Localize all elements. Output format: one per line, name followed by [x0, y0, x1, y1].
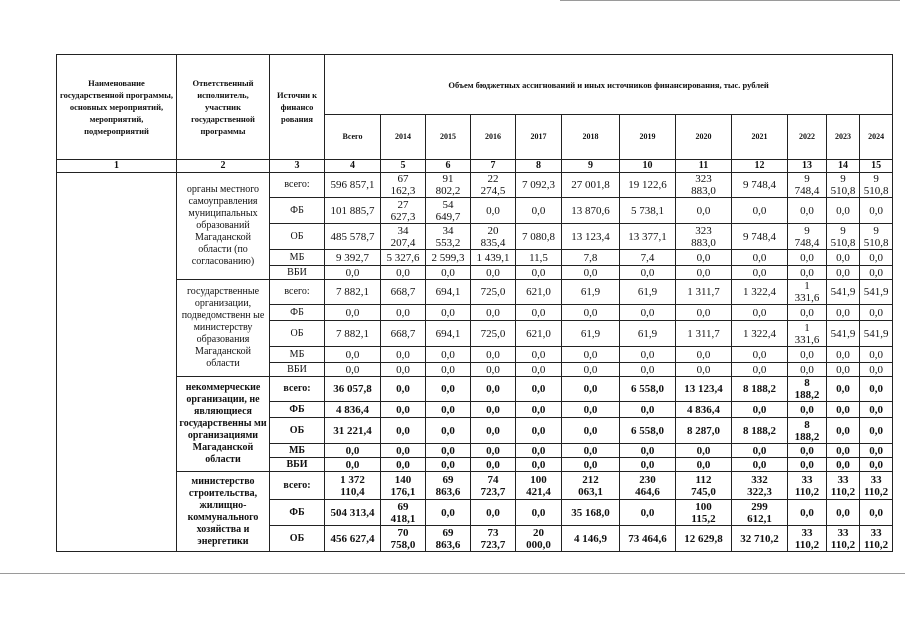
- header-year: 2016: [471, 115, 516, 160]
- executor-cell: некоммерческие организации, не являющиеся государственны ми организациями Магаданской области: [177, 377, 270, 472]
- amount-cell: 0,0: [732, 402, 788, 418]
- column-number: 8: [516, 160, 562, 173]
- amount-cell: 9 510,8: [827, 173, 860, 198]
- amount-cell: 7 080,8: [516, 224, 562, 250]
- funding-source-cell: ФБ: [270, 198, 325, 224]
- amount-cell: 0,0: [732, 347, 788, 363]
- amount-cell: 101 885,7: [325, 198, 381, 224]
- header-year: 2014: [381, 115, 426, 160]
- amount-cell: 0,0: [860, 444, 893, 458]
- amount-cell: 34 553,2: [426, 224, 471, 250]
- top-rule: [560, 0, 900, 1]
- amount-cell: 1 372 110,4: [325, 472, 381, 500]
- amount-cell: 33 110,2: [788, 526, 827, 552]
- amount-cell: 0,0: [562, 363, 620, 377]
- amount-cell: 13 377,1: [620, 224, 676, 250]
- amount-cell: 0,0: [426, 458, 471, 472]
- executor-cell: органы местного самоуправления муниципальных образований Магаданской области (по согласованию): [177, 173, 270, 280]
- amount-cell: 0,0: [381, 305, 426, 321]
- amount-cell: 33 110,2: [827, 472, 860, 500]
- amount-cell: 0,0: [788, 305, 827, 321]
- amount-cell: 0,0: [620, 347, 676, 363]
- amount-cell: 0,0: [516, 418, 562, 444]
- amount-cell: 0,0: [325, 444, 381, 458]
- amount-cell: 596 857,1: [325, 173, 381, 198]
- amount-cell: 0,0: [471, 444, 516, 458]
- amount-cell: 0,0: [860, 500, 893, 526]
- amount-cell: 0,0: [381, 458, 426, 472]
- amount-cell: 0,0: [620, 402, 676, 418]
- amount-cell: 0,0: [860, 250, 893, 266]
- amount-cell: 0,0: [381, 347, 426, 363]
- amount-cell: 0,0: [516, 305, 562, 321]
- amount-cell: 0,0: [562, 347, 620, 363]
- amount-cell: 32 710,2: [732, 526, 788, 552]
- amount-cell: 0,0: [827, 418, 860, 444]
- amount-cell: 0,0: [471, 418, 516, 444]
- amount-cell: 74 723,7: [471, 472, 516, 500]
- table-row: [57, 173, 893, 198]
- amount-cell: 0,0: [860, 363, 893, 377]
- amount-cell: 299 612,1: [732, 500, 788, 526]
- amount-cell: 0,0: [381, 402, 426, 418]
- amount-cell: 33 110,2: [827, 526, 860, 552]
- column-number: 4: [325, 160, 381, 173]
- funding-source-cell: ОБ: [270, 321, 325, 347]
- amount-cell: 12 629,8: [676, 526, 732, 552]
- column-number: 1: [57, 160, 177, 173]
- amount-cell: 0,0: [471, 305, 516, 321]
- amount-cell: 69 863,6: [426, 526, 471, 552]
- amount-cell: 9 510,8: [860, 224, 893, 250]
- amount-cell: 54 649,7: [426, 198, 471, 224]
- amount-cell: 541,9: [860, 321, 893, 347]
- amount-cell: 100 421,4: [516, 472, 562, 500]
- amount-cell: 1 331,6: [788, 280, 827, 305]
- amount-cell: 0,0: [471, 363, 516, 377]
- funding-source-cell: ВБИ: [270, 458, 325, 472]
- funding-source-cell: ВБИ: [270, 363, 325, 377]
- amount-cell: 0,0: [827, 402, 860, 418]
- funding-source-cell: ОБ: [270, 526, 325, 552]
- amount-cell: 27 627,3: [381, 198, 426, 224]
- amount-cell: 0,0: [676, 458, 732, 472]
- amount-cell: 4 836,4: [325, 402, 381, 418]
- column-number: 6: [426, 160, 471, 173]
- amount-cell: 0,0: [860, 458, 893, 472]
- amount-cell: 621,0: [516, 321, 562, 347]
- amount-cell: 0,0: [516, 347, 562, 363]
- amount-cell: 0,0: [381, 363, 426, 377]
- amount-cell: 0,0: [471, 266, 516, 280]
- amount-cell: 20 000,0: [516, 526, 562, 552]
- funding-source-cell: всего:: [270, 472, 325, 500]
- amount-cell: 541,9: [860, 280, 893, 305]
- funding-source-cell: ВБИ: [270, 266, 325, 280]
- amount-cell: 5 738,1: [620, 198, 676, 224]
- amount-cell: 36 057,8: [325, 377, 381, 402]
- header-year: 2022: [788, 115, 827, 160]
- amount-cell: 0,0: [516, 377, 562, 402]
- amount-cell: 668,7: [381, 321, 426, 347]
- amount-cell: 0,0: [426, 305, 471, 321]
- funding-source-cell: ОБ: [270, 418, 325, 444]
- amount-cell: 8 188,2: [732, 377, 788, 402]
- amount-cell: 0,0: [732, 305, 788, 321]
- amount-cell: 0,0: [827, 305, 860, 321]
- amount-cell: 0,0: [620, 363, 676, 377]
- header-year: 2020: [676, 115, 732, 160]
- header-executor: Ответственный исполнитель, участник государственной программы: [177, 55, 270, 160]
- program-name-cell: [57, 173, 177, 552]
- amount-cell: 0,0: [827, 444, 860, 458]
- amount-cell: 0,0: [562, 458, 620, 472]
- header-year: 2024: [860, 115, 893, 160]
- amount-cell: 0,0: [788, 347, 827, 363]
- amount-cell: 0,0: [325, 266, 381, 280]
- amount-cell: 0,0: [516, 500, 562, 526]
- funding-source-cell: всего:: [270, 377, 325, 402]
- amount-cell: 0,0: [381, 266, 426, 280]
- amount-cell: 0,0: [732, 198, 788, 224]
- amount-cell: 0,0: [471, 500, 516, 526]
- funding-source-cell: ФБ: [270, 500, 325, 526]
- amount-cell: 9 510,8: [827, 224, 860, 250]
- header-year: 2018: [562, 115, 620, 160]
- amount-cell: 0,0: [827, 198, 860, 224]
- amount-cell: 27 001,8: [562, 173, 620, 198]
- header-total: Всего: [325, 115, 381, 160]
- amount-cell: 0,0: [426, 418, 471, 444]
- amount-cell: 100 115,2: [676, 500, 732, 526]
- amount-cell: 61,9: [562, 321, 620, 347]
- amount-cell: 5 327,6: [381, 250, 426, 266]
- column-number: 12: [732, 160, 788, 173]
- amount-cell: 33 110,2: [788, 472, 827, 500]
- amount-cell: 0,0: [562, 377, 620, 402]
- amount-cell: 1 311,7: [676, 280, 732, 305]
- amount-cell: 4 836,4: [676, 402, 732, 418]
- amount-cell: 73 723,7: [471, 526, 516, 552]
- amount-cell: 332 322,3: [732, 472, 788, 500]
- column-number-row: [57, 160, 893, 173]
- amount-cell: 0,0: [788, 458, 827, 472]
- funding-source-cell: МБ: [270, 347, 325, 363]
- amount-cell: 31 221,4: [325, 418, 381, 444]
- amount-cell: 19 122,6: [620, 173, 676, 198]
- amount-cell: 0,0: [325, 363, 381, 377]
- amount-cell: 1 331,6: [788, 321, 827, 347]
- amount-cell: 91 802,2: [426, 173, 471, 198]
- amount-cell: 0,0: [516, 402, 562, 418]
- amount-cell: 0,0: [426, 363, 471, 377]
- amount-cell: 13 870,6: [562, 198, 620, 224]
- amount-cell: 0,0: [426, 402, 471, 418]
- amount-cell: 9 392,7: [325, 250, 381, 266]
- amount-cell: 694,1: [426, 280, 471, 305]
- amount-cell: 61,9: [620, 280, 676, 305]
- amount-cell: 0,0: [325, 347, 381, 363]
- amount-cell: 694,1: [426, 321, 471, 347]
- column-number: 7: [471, 160, 516, 173]
- amount-cell: 0,0: [827, 266, 860, 280]
- amount-cell: 9 748,4: [732, 173, 788, 198]
- amount-cell: 0,0: [516, 198, 562, 224]
- column-number: 9: [562, 160, 620, 173]
- amount-cell: 0,0: [860, 266, 893, 280]
- amount-cell: 69 863,6: [426, 472, 471, 500]
- amount-cell: 0,0: [471, 402, 516, 418]
- amount-cell: 0,0: [325, 305, 381, 321]
- amount-cell: 0,0: [827, 250, 860, 266]
- amount-cell: 621,0: [516, 280, 562, 305]
- amount-cell: 61,9: [562, 280, 620, 305]
- amount-cell: 8 188,2: [788, 418, 827, 444]
- header-year: 2023: [827, 115, 860, 160]
- column-number: 11: [676, 160, 732, 173]
- amount-cell: 0,0: [676, 444, 732, 458]
- amount-cell: 22 274,5: [471, 173, 516, 198]
- executor-cell: министерство строительства, жилищно-коммунального хозяйства и энергетики: [177, 472, 270, 552]
- amount-cell: 323 883,0: [676, 224, 732, 250]
- amount-cell: 541,9: [827, 321, 860, 347]
- amount-cell: 0,0: [827, 458, 860, 472]
- amount-cell: 0,0: [562, 305, 620, 321]
- amount-cell: 0,0: [676, 363, 732, 377]
- amount-cell: 0,0: [471, 347, 516, 363]
- amount-cell: 13 123,4: [676, 377, 732, 402]
- column-number: 5: [381, 160, 426, 173]
- amount-cell: 0,0: [471, 198, 516, 224]
- amount-cell: 35 168,0: [562, 500, 620, 526]
- amount-cell: 0,0: [676, 347, 732, 363]
- amount-cell: 0,0: [860, 198, 893, 224]
- amount-cell: 1 322,4: [732, 321, 788, 347]
- amount-cell: 0,0: [860, 402, 893, 418]
- amount-cell: 0,0: [860, 377, 893, 402]
- amount-cell: 0,0: [562, 266, 620, 280]
- amount-cell: 9 748,4: [732, 224, 788, 250]
- amount-cell: 13 123,4: [562, 224, 620, 250]
- amount-cell: 6 558,0: [620, 377, 676, 402]
- funding-source-cell: ФБ: [270, 402, 325, 418]
- amount-cell: 0,0: [732, 266, 788, 280]
- amount-cell: 0,0: [516, 444, 562, 458]
- amount-cell: 0,0: [562, 402, 620, 418]
- amount-cell: 7,8: [562, 250, 620, 266]
- amount-cell: 0,0: [788, 266, 827, 280]
- amount-cell: 33 110,2: [860, 526, 893, 552]
- amount-cell: 0,0: [827, 377, 860, 402]
- header-year: 2019: [620, 115, 676, 160]
- amount-cell: 0,0: [325, 458, 381, 472]
- amount-cell: 0,0: [732, 363, 788, 377]
- amount-cell: 34 207,4: [381, 224, 426, 250]
- amount-cell: 0,0: [426, 266, 471, 280]
- amount-cell: 0,0: [676, 305, 732, 321]
- amount-cell: 33 110,2: [860, 472, 893, 500]
- table-row: [57, 280, 893, 305]
- amount-cell: 11,5: [516, 250, 562, 266]
- amount-cell: 0,0: [562, 418, 620, 444]
- amount-cell: 0,0: [732, 444, 788, 458]
- column-number: 14: [827, 160, 860, 173]
- amount-cell: 0,0: [620, 305, 676, 321]
- amount-cell: 9 748,4: [788, 224, 827, 250]
- amount-cell: 0,0: [788, 402, 827, 418]
- funding-source-cell: МБ: [270, 444, 325, 458]
- amount-cell: 0,0: [620, 500, 676, 526]
- amount-cell: 725,0: [471, 280, 516, 305]
- amount-cell: 0,0: [732, 250, 788, 266]
- column-number: 13: [788, 160, 827, 173]
- amount-cell: 0,0: [381, 444, 426, 458]
- amount-cell: 0,0: [676, 266, 732, 280]
- amount-cell: 0,0: [788, 363, 827, 377]
- amount-cell: 0,0: [620, 266, 676, 280]
- amount-cell: 70 758,0: [381, 526, 426, 552]
- header-funding-source: Источни к финансо рования: [270, 55, 325, 160]
- amount-cell: 0,0: [676, 250, 732, 266]
- amount-cell: 0,0: [620, 458, 676, 472]
- funding-source-cell: всего:: [270, 280, 325, 305]
- amount-cell: 0,0: [471, 458, 516, 472]
- amount-cell: 0,0: [426, 377, 471, 402]
- amount-cell: 61,9: [620, 321, 676, 347]
- amount-cell: 8 287,0: [676, 418, 732, 444]
- amount-cell: 1 439,1: [471, 250, 516, 266]
- amount-cell: 4 146,9: [562, 526, 620, 552]
- amount-cell: 0,0: [516, 363, 562, 377]
- amount-cell: 0,0: [827, 500, 860, 526]
- amount-cell: 69 418,1: [381, 500, 426, 526]
- amount-cell: 541,9: [827, 280, 860, 305]
- funding-source-cell: всего:: [270, 173, 325, 198]
- amount-cell: 0,0: [676, 198, 732, 224]
- amount-cell: 7 882,1: [325, 321, 381, 347]
- header-program-name: Наименование государственной программы, основных мероприятий, мероприятий, подмероприятий: [57, 55, 177, 160]
- amount-cell: 20 835,4: [471, 224, 516, 250]
- amount-cell: 485 578,7: [325, 224, 381, 250]
- amount-cell: 0,0: [788, 444, 827, 458]
- amount-cell: 0,0: [788, 198, 827, 224]
- amount-cell: 504 313,4: [325, 500, 381, 526]
- amount-cell: 2 599,3: [426, 250, 471, 266]
- amount-cell: 0,0: [426, 500, 471, 526]
- amount-cell: 0,0: [516, 266, 562, 280]
- funding-source-cell: МБ: [270, 250, 325, 266]
- amount-cell: 0,0: [788, 250, 827, 266]
- column-number: 3: [270, 160, 325, 173]
- amount-cell: 0,0: [827, 347, 860, 363]
- amount-cell: 112 745,0: [676, 472, 732, 500]
- budget-table: [56, 54, 893, 552]
- amount-cell: 73 464,6: [620, 526, 676, 552]
- amount-cell: 0,0: [471, 377, 516, 402]
- amount-cell: 456 627,4: [325, 526, 381, 552]
- table-row: [57, 377, 893, 402]
- amount-cell: 0,0: [426, 347, 471, 363]
- column-number: 15: [860, 160, 893, 173]
- executor-cell: государственные организации, подведомственн ые министерству образования Магаданской области: [177, 280, 270, 377]
- amount-cell: 140 176,1: [381, 472, 426, 500]
- amount-cell: 0,0: [426, 444, 471, 458]
- header-volume-title: Объем бюджетных ассигнований и иных источников финансирования, тыс. рублей: [325, 55, 893, 115]
- amount-cell: 7 092,3: [516, 173, 562, 198]
- amount-cell: 7,4: [620, 250, 676, 266]
- amount-cell: 8 188,2: [732, 418, 788, 444]
- bottom-rule: [0, 573, 905, 574]
- amount-cell: 668,7: [381, 280, 426, 305]
- amount-cell: 0,0: [381, 418, 426, 444]
- amount-cell: 323 883,0: [676, 173, 732, 198]
- amount-cell: 9 510,8: [860, 173, 893, 198]
- amount-cell: 0,0: [860, 347, 893, 363]
- amount-cell: 9 748,4: [788, 173, 827, 198]
- amount-cell: 1 322,4: [732, 280, 788, 305]
- header-year: 2021: [732, 115, 788, 160]
- table-row: [57, 472, 893, 500]
- column-number: 10: [620, 160, 676, 173]
- amount-cell: 230 464,6: [620, 472, 676, 500]
- amount-cell: 0,0: [516, 458, 562, 472]
- amount-cell: 0,0: [860, 305, 893, 321]
- amount-cell: 212 063,1: [562, 472, 620, 500]
- header-year: 2015: [426, 115, 471, 160]
- amount-cell: 1 311,7: [676, 321, 732, 347]
- amount-cell: 0,0: [381, 377, 426, 402]
- amount-cell: 6 558,0: [620, 418, 676, 444]
- amount-cell: 0,0: [620, 444, 676, 458]
- amount-cell: 0,0: [732, 458, 788, 472]
- amount-cell: 0,0: [860, 418, 893, 444]
- amount-cell: 725,0: [471, 321, 516, 347]
- amount-cell: 7 882,1: [325, 280, 381, 305]
- amount-cell: 0,0: [788, 500, 827, 526]
- column-number: 2: [177, 160, 270, 173]
- header-year: 2017: [516, 115, 562, 160]
- amount-cell: 0,0: [562, 444, 620, 458]
- funding-source-cell: ФБ: [270, 305, 325, 321]
- amount-cell: 67 162,3: [381, 173, 426, 198]
- amount-cell: 8 188,2: [788, 377, 827, 402]
- amount-cell: 0,0: [827, 363, 860, 377]
- funding-source-cell: ОБ: [270, 224, 325, 250]
